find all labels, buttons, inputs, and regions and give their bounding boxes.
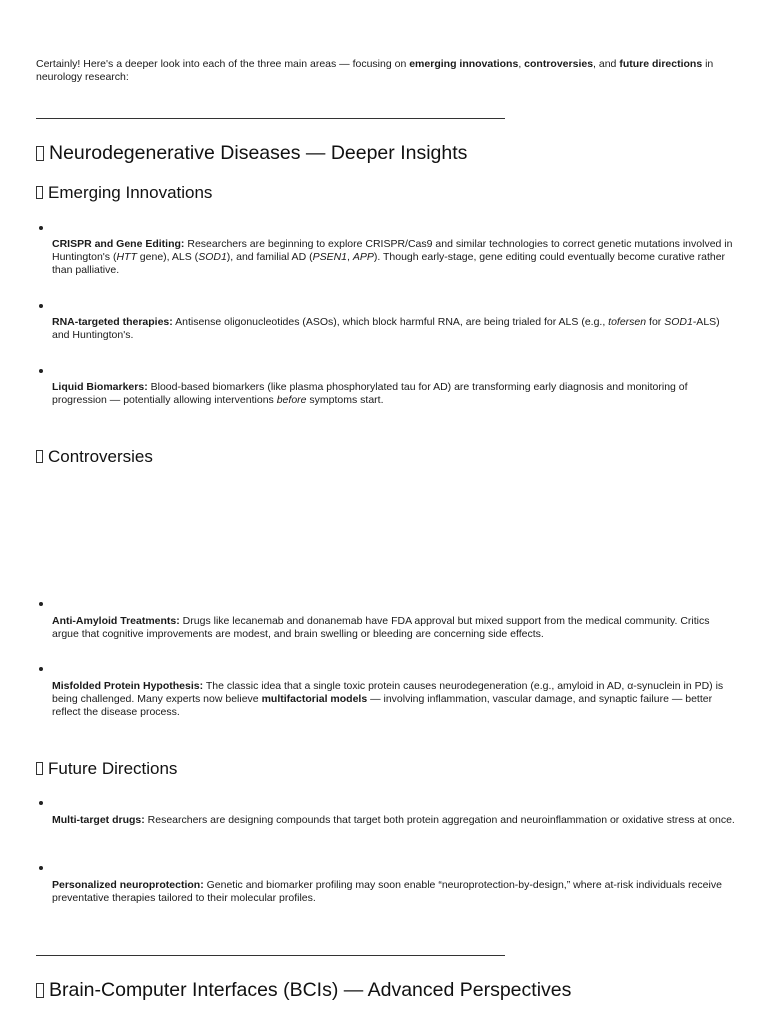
missing-glyph-icon	[36, 186, 43, 199]
item-italic: PSEN1	[312, 251, 347, 263]
item-italic: APP	[352, 251, 374, 263]
missing-glyph-icon	[36, 762, 43, 775]
intro-separator: ,	[518, 58, 525, 70]
intro-separator: , and	[593, 58, 620, 70]
item-label: Misfolded Protein Hypothesis:	[52, 680, 204, 692]
section-heading-bci	[36, 978, 571, 1002]
subheading-controversies	[36, 446, 153, 468]
item-text: ,	[347, 251, 353, 263]
item-italic: SOD1	[198, 251, 227, 263]
item-text: -ALS) and Huntington's.	[52, 316, 720, 341]
bullet-icon	[39, 304, 43, 308]
section-title-text: Brain-Computer Interfaces (BCIs) — Advanced Perspectives	[49, 979, 572, 1001]
horizontal-divider	[36, 955, 505, 956]
missing-glyph-icon	[36, 450, 43, 463]
section-title-text: Neurodegenerative Diseases — Deeper Insights	[49, 142, 468, 164]
item-italic: before	[276, 394, 307, 406]
list-item	[52, 814, 736, 827]
item-label: Multi-target drugs:	[52, 814, 145, 826]
list-item	[52, 615, 736, 641]
item-text: gene), ALS (	[136, 251, 199, 263]
intro-bold-innovations: emerging innovations	[409, 58, 519, 70]
intro-text-end: in neurology research:	[36, 58, 714, 83]
item-label: Anti-Amyloid Treatments:	[52, 615, 180, 627]
subheading-text: Future Directions	[48, 759, 178, 778]
item-text: Antisense oligonucleotides (ASOs), which block harmful RNA, are being trialed for ALS (e.g.,	[172, 316, 609, 328]
intro-bold-future: future directions	[619, 58, 703, 70]
item-text: — involving inflammation, vascular damage, and synaptic failure — better reflect the disease process.	[52, 693, 713, 718]
subheading-emerging-innovations	[36, 182, 212, 204]
item-text: symptoms start.	[306, 394, 384, 406]
list-item	[52, 879, 736, 905]
list-item	[52, 381, 736, 407]
item-text: Blood-based biomarkers (like plasma phosphorylated tau for AD) are transforming early diagnosis and monitoring of progression — potentially allowing interventions	[52, 381, 688, 406]
bullet-icon	[39, 602, 43, 606]
item-text: Researchers are beginning to explore CRISPR/Cas9 and similar technologies to correct genetic mutations involved in Huntington's (	[52, 238, 733, 263]
item-text: for	[646, 316, 665, 328]
item-italic: SOD1	[664, 316, 693, 328]
bullet-icon	[39, 369, 43, 373]
item-text: ). Though early-stage, gene editing could eventually become curative rather than palliative.	[52, 251, 726, 276]
item-text: Genetic and biomarker profiling may soon enable “neuroprotection-by-design,” where at-risk individuals receive preventative therapies tailored to their molecular profiles.	[52, 879, 722, 904]
missing-glyph-icon	[36, 983, 44, 998]
bullet-icon	[39, 226, 43, 230]
item-label: CRISPR and Gene Editing:	[52, 238, 185, 250]
item-bold: multifactorial models	[261, 693, 368, 705]
intro-paragraph	[36, 58, 736, 84]
intro-text: Certainly! Here's a deeper look into each of the three main areas — focusing on	[36, 58, 410, 70]
bullet-icon	[39, 866, 43, 870]
subheading-future-directions	[36, 758, 177, 780]
item-label: RNA-targeted therapies:	[52, 316, 173, 328]
horizontal-divider	[36, 118, 505, 119]
bullet-icon	[39, 667, 43, 671]
item-text: ), and familial AD (	[226, 251, 313, 263]
bullet-icon	[39, 801, 43, 805]
item-italic: tofersen	[608, 316, 647, 328]
section-heading-neurodegenerative	[36, 141, 467, 165]
item-text: The classic idea that a single toxic protein causes neurodegeneration (e.g., amyloid in AD, α-synuclein in PD) is being challenged. Many experts now believe	[52, 680, 724, 705]
subheading-text: Emerging Innovations	[48, 183, 213, 202]
subheading-text: Controversies	[48, 447, 153, 466]
item-label: Liquid Biomarkers:	[52, 381, 148, 393]
list-item	[52, 316, 736, 342]
item-label: Personalized neuroprotection:	[52, 879, 204, 891]
item-text: Researchers are designing compounds that target both protein aggregation and neuroinflammation or oxidative stress at once.	[144, 814, 735, 826]
item-italic: HTT	[116, 251, 137, 263]
list-item	[52, 238, 736, 277]
list-item	[52, 680, 736, 719]
item-text: Drugs like lecanemab and donanemab have FDA approval but mixed support from the medical community. Critics argue that cognitive improvements are modest, and brain swelling or bleeding are concerning side effects.	[52, 615, 710, 640]
intro-bold-controversies: controversies	[524, 58, 594, 70]
missing-glyph-icon	[36, 146, 44, 161]
